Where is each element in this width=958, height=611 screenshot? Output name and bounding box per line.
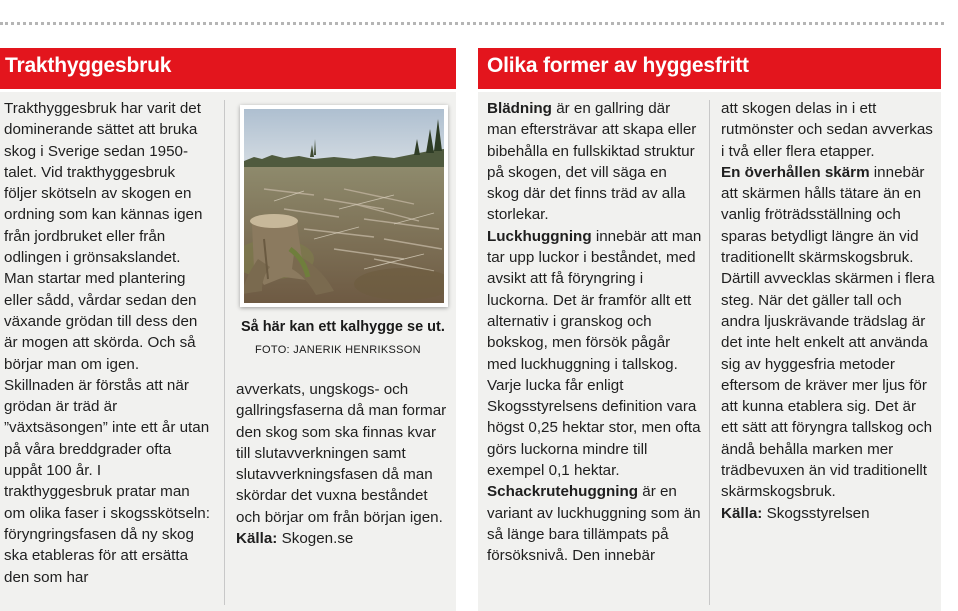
term-schackrutehuggning: Schackrutehuggning (487, 483, 639, 501)
body-text-continued: avverkats, ungskogs- och gallringsfaserna då man formar den skog som ska finnas kvar till slutavverkningen samt slutavverkningsfasen då man skördar det vuxna beståndet och börjar om från början igen. (236, 381, 447, 526)
source-line (236, 528, 450, 549)
photo-caption (241, 316, 453, 361)
clearcut-illustration (244, 109, 444, 303)
paragraph-overhallen-skarm: En överhållen skärm innebär att skärmen hålls tätare än en vanlig fröträdsställning och sparas betydligt längre än vid traditionellt skärmskogsbruk. Därtill avvecklas skärmen i flera steg. När det gäller tall och andra ljuskrävande trädslag är det inte helt enkelt att använda sig av hyggesfria metoder eftersom de kräver mer ljus för att kunna etablera sig. Det är ett sätt att föryngra tallskog och ändå behålla marken mer trädbevuxen än vid traditionellt skärmskogsbruk. (721, 163, 935, 501)
top-dotted-divider (0, 22, 944, 25)
term-bladning: Blädning (487, 100, 552, 117)
left-panel-column-1 (4, 98, 212, 588)
caption-text: Så här kan ett kalhygge se ut. (241, 319, 445, 335)
term-luckhuggning: Luckhuggning (487, 227, 592, 245)
right-panel-column-1 (487, 98, 703, 567)
panel-title-hyggesfritt: Olika former av hyggesfritt (478, 48, 941, 92)
trakthyggesbruk-panel (0, 48, 456, 611)
body-text: Trakthyggesbruk har varit det dominerande sättet att bruka skog i Sverige sedan 1950-talet. Vid trakthyggesbruk följer skötseln av skogen en ordning som kan kännas igen från jordbruket eller från odlingen i grönsakslandet. Man startar med plantering eller sådd, vårdar sedan den växande grödan till dess den är mogen att skörda. Och så börjar man om igen. Skillnaden är förstås att när grödan är träd är ”växtsäsongen” inte ett år utan på våra breddgrader ofta uppåt 100 år. I trakthyggesbruk pratar man om olika faser i skogsskötseln: föryngringsfasen då ny skog ska etableras för att ersätta den som har (4, 100, 210, 586)
source-label: Källa: (721, 504, 763, 522)
photo-credit: FOTO: JANERIK HENRIKSSON (255, 344, 421, 356)
column-divider (224, 100, 225, 605)
clearcut-photo (240, 105, 448, 307)
column-divider (709, 100, 710, 605)
source-value: Skogen.se (281, 530, 354, 548)
paragraph-bladning: Blädning är en gallring där man eftersträvar att skapa eller bibehålla en fullskiktad struktur på skogen, det vill säga en skog där det finns träd av alla storlekar. (487, 100, 697, 224)
panel-title-trakthyggesbruk: Trakthyggesbruk (0, 48, 456, 92)
paragraph-luckhuggning: Luckhuggning innebär att man tar upp luckor i beståndet, med avsikt att få föryngring i luckorna. Det är framför allt ett alternativ i granskog och bokskog, men försök pågår med luckhuggning i tallskog. Varje lucka får enligt Skogsstyrelsens definition vara högst 0,25 hektar stor, men ofta görs luckorna mindre till exempel 0,1 hektar. (487, 227, 702, 480)
hyggesfritt-panel (478, 48, 941, 611)
left-panel-column-2 (236, 379, 450, 549)
paragraph-schackrutehuggning: Schackrutehuggning är en variant av luckhuggning som än så länge bara tillämpats på försöksnivå. Den innebär (487, 483, 701, 565)
source-label: Källa: (236, 530, 278, 548)
term-overhallen-skarm: En överhållen skärm (721, 163, 870, 181)
paragraph-schackrutehuggning-continued: att skogen delas in i ett rutmönster och sedan avverkas i två eller flera etapper. (721, 100, 933, 160)
source-value: Skogsstyrelsen (766, 504, 870, 522)
source-line (721, 503, 937, 524)
right-panel-column-2 (721, 98, 937, 524)
